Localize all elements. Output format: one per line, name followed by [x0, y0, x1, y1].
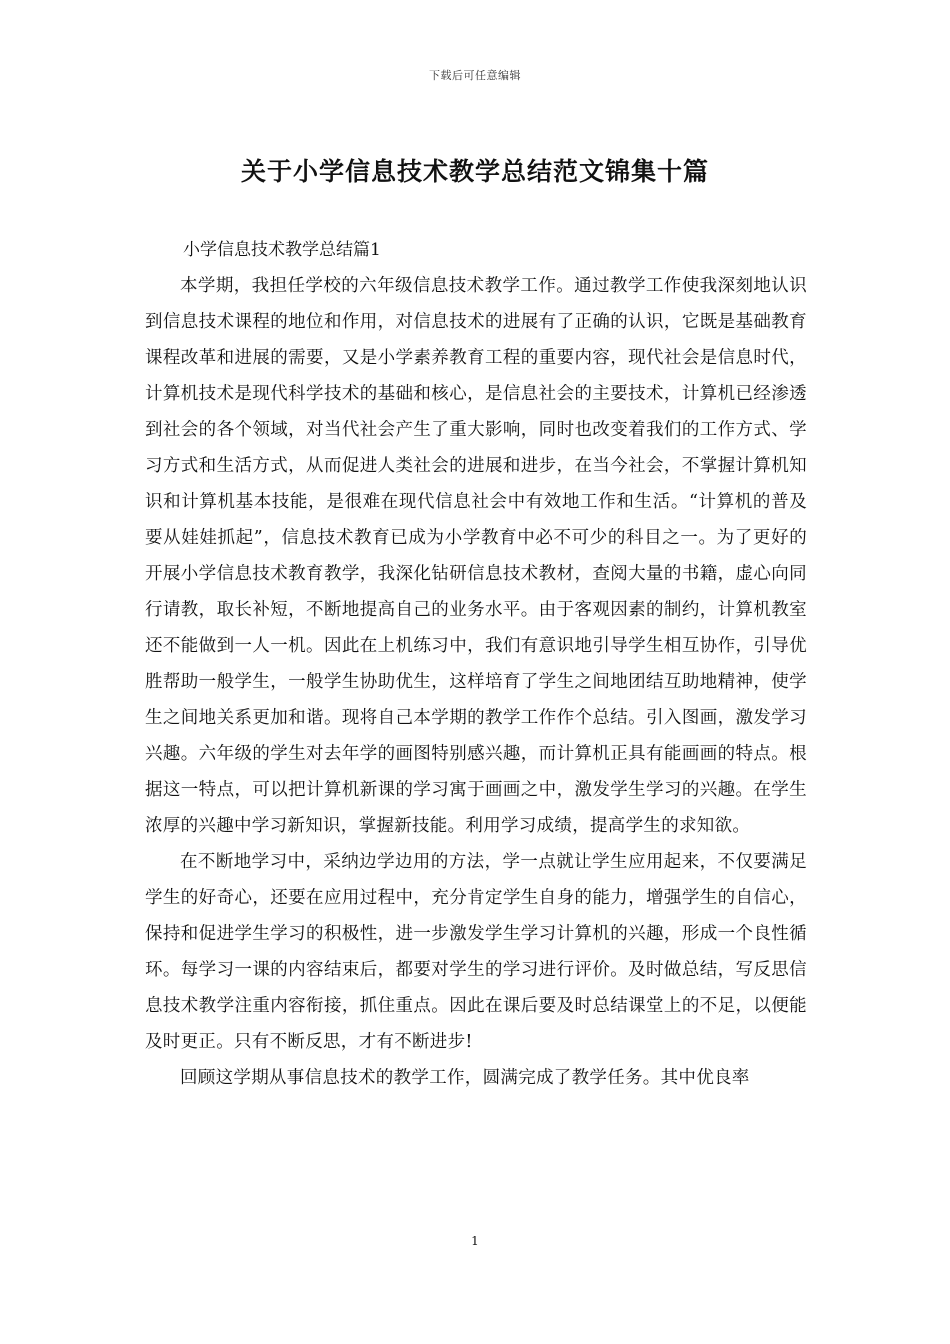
document-title: 关于小学信息技术教学总结范文锦集十篇	[240, 157, 709, 186]
paragraph: 在不断地学习中，采纳边学边用的方法，学一点就让学生应用起来，不仅要满足学生的好奇心，还要在应用过程中，充分肯定学生自身的能力，增强学生的自信心，保持和促进学生学习的积极性，进一步激发学生学习计算机的兴趣，形成一个良性循环。每学习一课的内容结束后，都要对学生的学习进行评价。及时做总结，写反思信息技术教学注重内容衔接，抓住重点。因此在课后要及时总结课堂上的不足，以便能及时更正。只有不断反思，才有不断进步!	[145, 852, 807, 1052]
paragraph: 回顾这学期从事信息技术的教学工作，圆满完成了教学任务。其中优良率	[180, 1068, 750, 1088]
section-heading: 小学信息技术教学总结篇1	[183, 240, 381, 260]
page-number: 1	[471, 1234, 479, 1248]
header-note: 下载后可任意编辑	[429, 69, 521, 82]
paragraph: 本学期，我担任学校的六年级信息技术教学工作。通过教学工作使我深刻地认识到信息技术课程的地位和作用，对信息技术的进展有了正确的认识，它既是基础教育课程改革和进展的需要，又是小学素养教育工程的重要内容，现代社会是信息时代，计算机技术是现代科学技术的基础和核心，是信息社会的主要技术，计算机已经渗透到社会的各个领域，对当代社会产生了重大影响，同时也改变着我们的工作方式、学习方式和生活方式，从而促进人类社会的进展和进步，在当今社会，不掌握计算机知识和计算机基本技能，是很难在现代信息社会中有效地工作和生活。“计算机的普及要从娃娃抓起”，信息技术教育已成为小学教育中必不可少的科目之一。为了更好的开展小学信息技术教育教学，我深化钻研信息技术教材，查阅大量的书籍，虚心向同行请教，取长补短，不断地提高自己的业务水平。由于客观因素的制约，计算机教室还不能做到一人一机。因此在上机练习中，我们有意识地引导学生相互协作，引导优胜帮助一般学生，一般学生协助优生，这样培育了学生之间地团结互助地精神，使学生之间地关系更加和谐。现将自己本学期的教学工作作个总结。引入图画，激发学习兴趣。六年级的学生对去年学的画图特别感兴趣，而计算机正具有能画画的特点。根据这一特点，可以把计算机新课的学习寓于画画之中，激发学生学习的兴趣。在学生浓厚的兴趣中学习新知识，掌握新技能。利用学习成绩，提高学生的求知欲。	[145, 276, 807, 836]
document-body	[145, 268, 807, 1096]
